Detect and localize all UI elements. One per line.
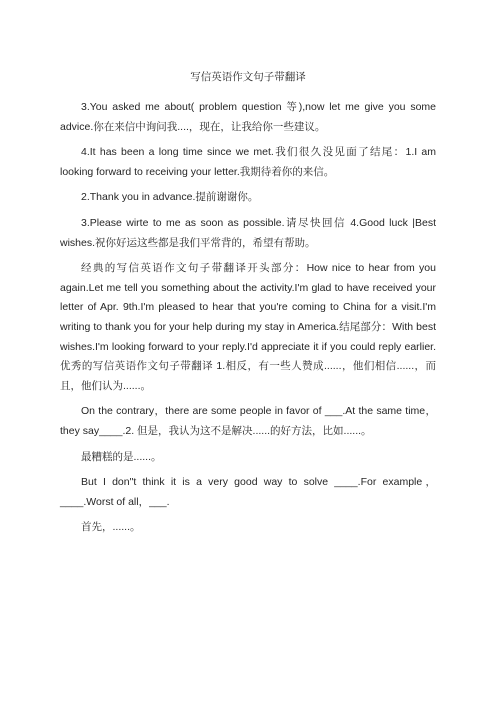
document-title: 写信英语作文句子带翻译 — [190, 71, 306, 83]
paragraph-3: 2.Thank you in advance.提前谢谢你。 — [81, 191, 259, 204]
paragraph-2: 4.It has been a long time since we met.我们很久没见面了结尾：1.I am looking forward to receiving your letter.我期待着你的来信。 — [60, 146, 436, 178]
paragraph-1: 3.You asked me about( problem question 等),now let me give you some advice.你在来信中询问我....，现在，让我给你一些建议。 — [60, 101, 436, 133]
paragraph-4: 3.Please wirte to me as soon as possible.请尽快回信 4.Good luck |Best wishes.祝你好运这些都是我们平常背的，希望有帮助。 — [60, 216, 436, 249]
paragraph-6: On the contrary，there are some people in favor of ___.At the same time，they say____.2. 但是，我认为这不是解决......的好方法，比如......。 — [60, 405, 436, 437]
paragraph-7: 最糟糕的是......。 — [81, 450, 162, 463]
paragraph-9: 首先，......。 — [81, 521, 141, 534]
paragraph-8: But I don"t think it is a very good way to solve ____.For example，____.Worst of all，___. — [60, 476, 436, 508]
paragraph-5: 经典的写信英语作文句子带翻译开头部分：How nice to hear from you again.Let me tell you something about the activity.I'm glad to have received your letter of Apr. 9th.I'm pleased to hear that you're coming to China for a visit.I'm writing to thank you for your help during my stay in America.结尾部分：With best wishes.I'm looking forward to your reply.I'd appreciate it if you could reply earlier.优秀的写信英语作文句子带翻译 1.相反，有一些人赞成......，他们相信......，而且，他们认为......。 — [60, 262, 436, 392]
